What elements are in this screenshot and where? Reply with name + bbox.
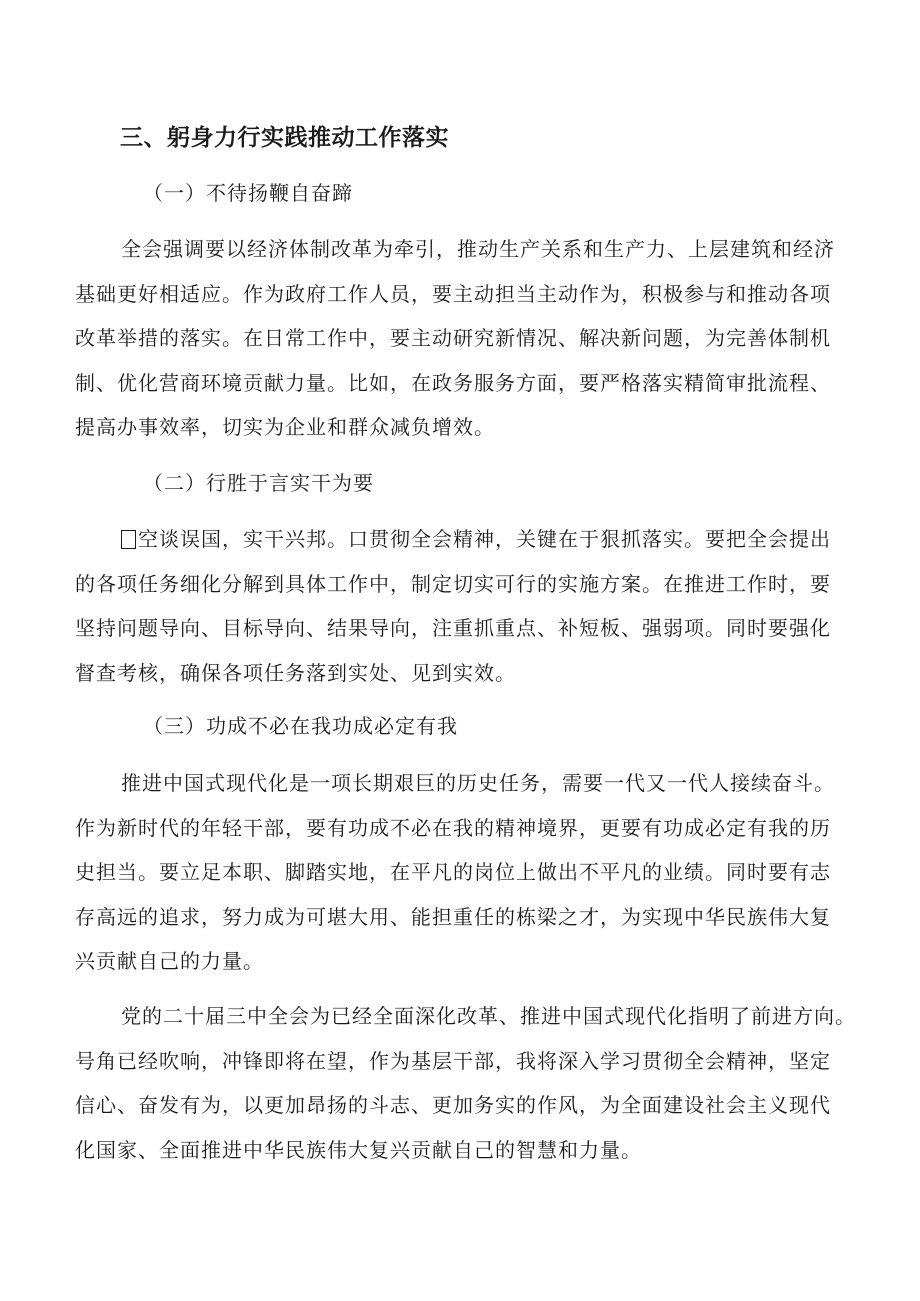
paragraph-line: 作为新时代的年轻干部，要有功成不必在我的精神境界，更要有功成必定有我的历 [75, 815, 831, 840]
paragraph-1 [75, 227, 865, 450]
paragraph-line: 推进中国式现代化是一项长期艰巨的历史任务，需要一代又一代人接续奋斗。 [121, 771, 835, 795]
paragraph-line: 制、优化营商环境贡献力量。比如，在政务服务方面，要严格落实精简审批流程、 [75, 370, 831, 395]
paragraph-line: 改革举措的落实。在日常工作中，要主动研究新情况、解决新问题，为完善体制机 [75, 326, 831, 351]
paragraph-line [75, 517, 865, 562]
subsection-title-3: （三）功成不必在我功成必定有我 [143, 714, 458, 738]
paragraph-line: 党的二十届三中全会为已经全面深化改革、推进中国式现代化指明了前进方向。 [121, 1004, 856, 1028]
paragraph-line: 坚持问题导向、目标导向、结果导向，注重抓重点、补短板、强弱项。同时要强化 [75, 616, 831, 641]
paragraph-line: 全会强调要以经济体制改革为牵引，推动生产关系和生产力、上层建筑和经济 [121, 237, 835, 261]
paragraph-2 [75, 517, 865, 695]
paragraph-line: 史担当。要立足本职、脚踏实地，在平凡的岗位上做出不平凡的业绩。同时要有志 [75, 860, 831, 885]
section-title: 三、躬身力行实践推动工作落实 [120, 125, 449, 151]
paragraph-line-text: 空谈误国，实干兴邦。口贯彻全会精神，关键在于狠抓落实。要把全会提出 [138, 527, 831, 551]
paragraph-line: 信心、奋发有为，以更加昂扬的斗志、更加务实的作风，为全面建设社会主义现代 [75, 1093, 831, 1118]
paragraph-line: 号角已经吹响，冲锋即将在望，作为基层干部，我将深入学习贯彻全会精神，坚定 [75, 1048, 831, 1073]
paragraph-line: 化国家、全面推进中华民族伟大复兴贡献自己的智慧和力量。 [75, 1137, 642, 1162]
paragraph-line: 的各项任务细化分解到具体工作中，制定切实可行的实施方案。在推进工作时，要 [75, 571, 831, 596]
paragraph-3 [75, 761, 865, 984]
conclusion-paragraph [75, 994, 865, 1172]
paragraph-line: 存高远的追求，努力成为可堪大用、能担重任的栋梁之才，为实现中华民族伟大复 [75, 904, 831, 929]
paragraph-line: 兴贡献自己的力量。 [75, 949, 264, 974]
paragraph-line: 提高办事效率，切实为企业和群众减负增效。 [75, 415, 495, 440]
subsection-title-2: （二）行胜于言实干为要 [143, 471, 374, 495]
paragraph-line: 基础更好相适应。作为政府工作人员，要主动担当主动作为，积极参与和推动各项 [75, 281, 831, 306]
missing-glyph-box-icon [121, 530, 136, 549]
subsection-title-1: （一）不待扬鞭自奋蹄 [143, 181, 353, 205]
paragraph-line: 督查考核，确保各项任务落到实处、见到实效。 [75, 660, 516, 685]
